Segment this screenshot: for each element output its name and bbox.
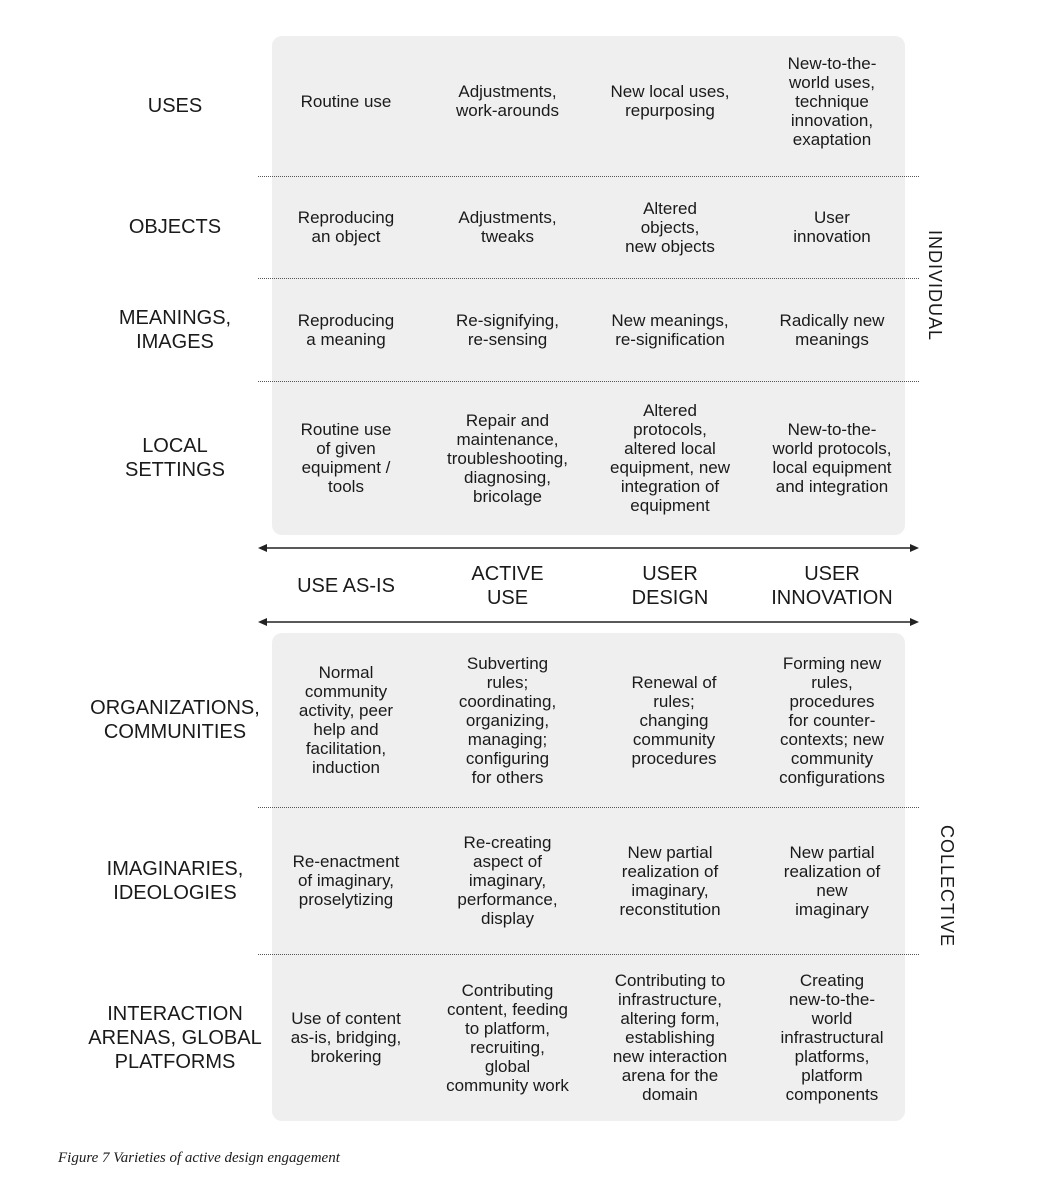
row-label-objects: OBJECTS bbox=[128, 216, 222, 238]
cell-meanings-user-design: New meanings, re-signification bbox=[611, 310, 729, 349]
cell-organizations-user-design: Renewal of rules; changing community procedures bbox=[631, 672, 717, 768]
cell-imaginaries-use-as-is: Re-enactment of imaginary, proselytizing bbox=[292, 852, 400, 909]
cell-organizations-user-innovation: Forming new rules, procedures for counter- contexts; new community configurations bbox=[779, 653, 885, 787]
column-header-user-design: USER DESIGN bbox=[631, 563, 709, 609]
cell-imaginaries-active-use: Re-creating aspect of imaginary, performance, display bbox=[457, 833, 558, 928]
cell-interaction-active-use: Contributing content, feeding to platform, recruiting, global community work bbox=[446, 980, 569, 1095]
cell-imaginaries-user-design: New partial realization of imaginary, reconstitution bbox=[619, 842, 721, 919]
cell-uses-active-use: Adjustments, work-arounds bbox=[456, 82, 559, 120]
cell-imaginaries-user-innovation: New partial realization of new imaginary bbox=[783, 842, 881, 919]
cell-local-settings-active-use: Repair and maintenance, troubleshooting, diagnosing, bricolage bbox=[447, 410, 568, 506]
group-label-individual: INDIVIDUAL bbox=[925, 230, 945, 342]
bottom-double-arrow bbox=[258, 616, 919, 628]
cell-objects-user-design: Altered objects, new objects bbox=[625, 198, 715, 256]
cell-interaction-user-innovation: Creating new-to-the- world infrastructural platforms, platform components bbox=[780, 971, 884, 1104]
cell-objects-use-as-is: Reproducing an object bbox=[297, 208, 395, 246]
row-label-uses: USES bbox=[147, 95, 203, 117]
cell-interaction-user-design: Contributing to infrastructure, altering form, establishing new interaction arena for the domain bbox=[612, 971, 728, 1104]
cell-meanings-active-use: Re-signifying, re-sensing bbox=[456, 310, 559, 349]
cell-uses-user-design: New local uses, repurposing bbox=[610, 82, 730, 120]
row-label-organizations-communities: ORGANIZATIONS, COMMUNITIES bbox=[90, 697, 260, 743]
cell-local-settings-user-design: Altered protocols, altered local equipment, new integration of equipment bbox=[609, 401, 731, 515]
column-header-user-innovation: USER INNOVATION bbox=[771, 563, 893, 609]
cell-uses-user-innovation: New-to-the- world uses, technique innovation, exaptation bbox=[787, 53, 877, 149]
cell-meanings-user-innovation: Radically new meanings bbox=[779, 310, 885, 349]
cell-interaction-use-as-is: Use of content as-is, bridging, brokering bbox=[290, 1009, 402, 1066]
cell-local-settings-user-innovation: New-to-the- world protocols, local equipment and integration bbox=[772, 420, 892, 496]
top-double-arrow bbox=[258, 542, 919, 554]
cell-objects-user-innovation: User innovation bbox=[793, 208, 871, 246]
group-label-collective: COLLECTIVE bbox=[937, 825, 957, 948]
column-header-active-use: ACTIVE USE bbox=[471, 563, 544, 609]
figure-caption: Figure 7 Varieties of active design engagement bbox=[58, 1150, 340, 1166]
cell-local-settings-use-as-is: Routine use of given equipment / tools bbox=[300, 420, 392, 496]
cell-organizations-use-as-is: Normal community activity, peer help and facilitation, induction bbox=[298, 663, 394, 777]
row-label-meanings-images: MEANINGS, IMAGES bbox=[118, 306, 232, 353]
column-header-use-as-is: USE AS-IS bbox=[297, 575, 395, 597]
row-label-imaginaries-ideologies: IMAGINARIES, IDEOLOGIES bbox=[106, 857, 244, 904]
cell-meanings-use-as-is: Reproducing a meaning bbox=[297, 310, 395, 349]
cell-organizations-active-use: Subverting rules; coordinating, organizing, managing; configuring for others bbox=[458, 653, 557, 787]
cell-objects-active-use: Adjustments, tweaks bbox=[458, 208, 557, 246]
row-label-local-settings: LOCAL SETTINGS bbox=[124, 435, 225, 481]
cell-uses-use-as-is: Routine use bbox=[300, 91, 392, 111]
row-label-interaction-arenas: INTERACTION ARENAS, GLOBAL PLATFORMS bbox=[88, 1002, 262, 1073]
